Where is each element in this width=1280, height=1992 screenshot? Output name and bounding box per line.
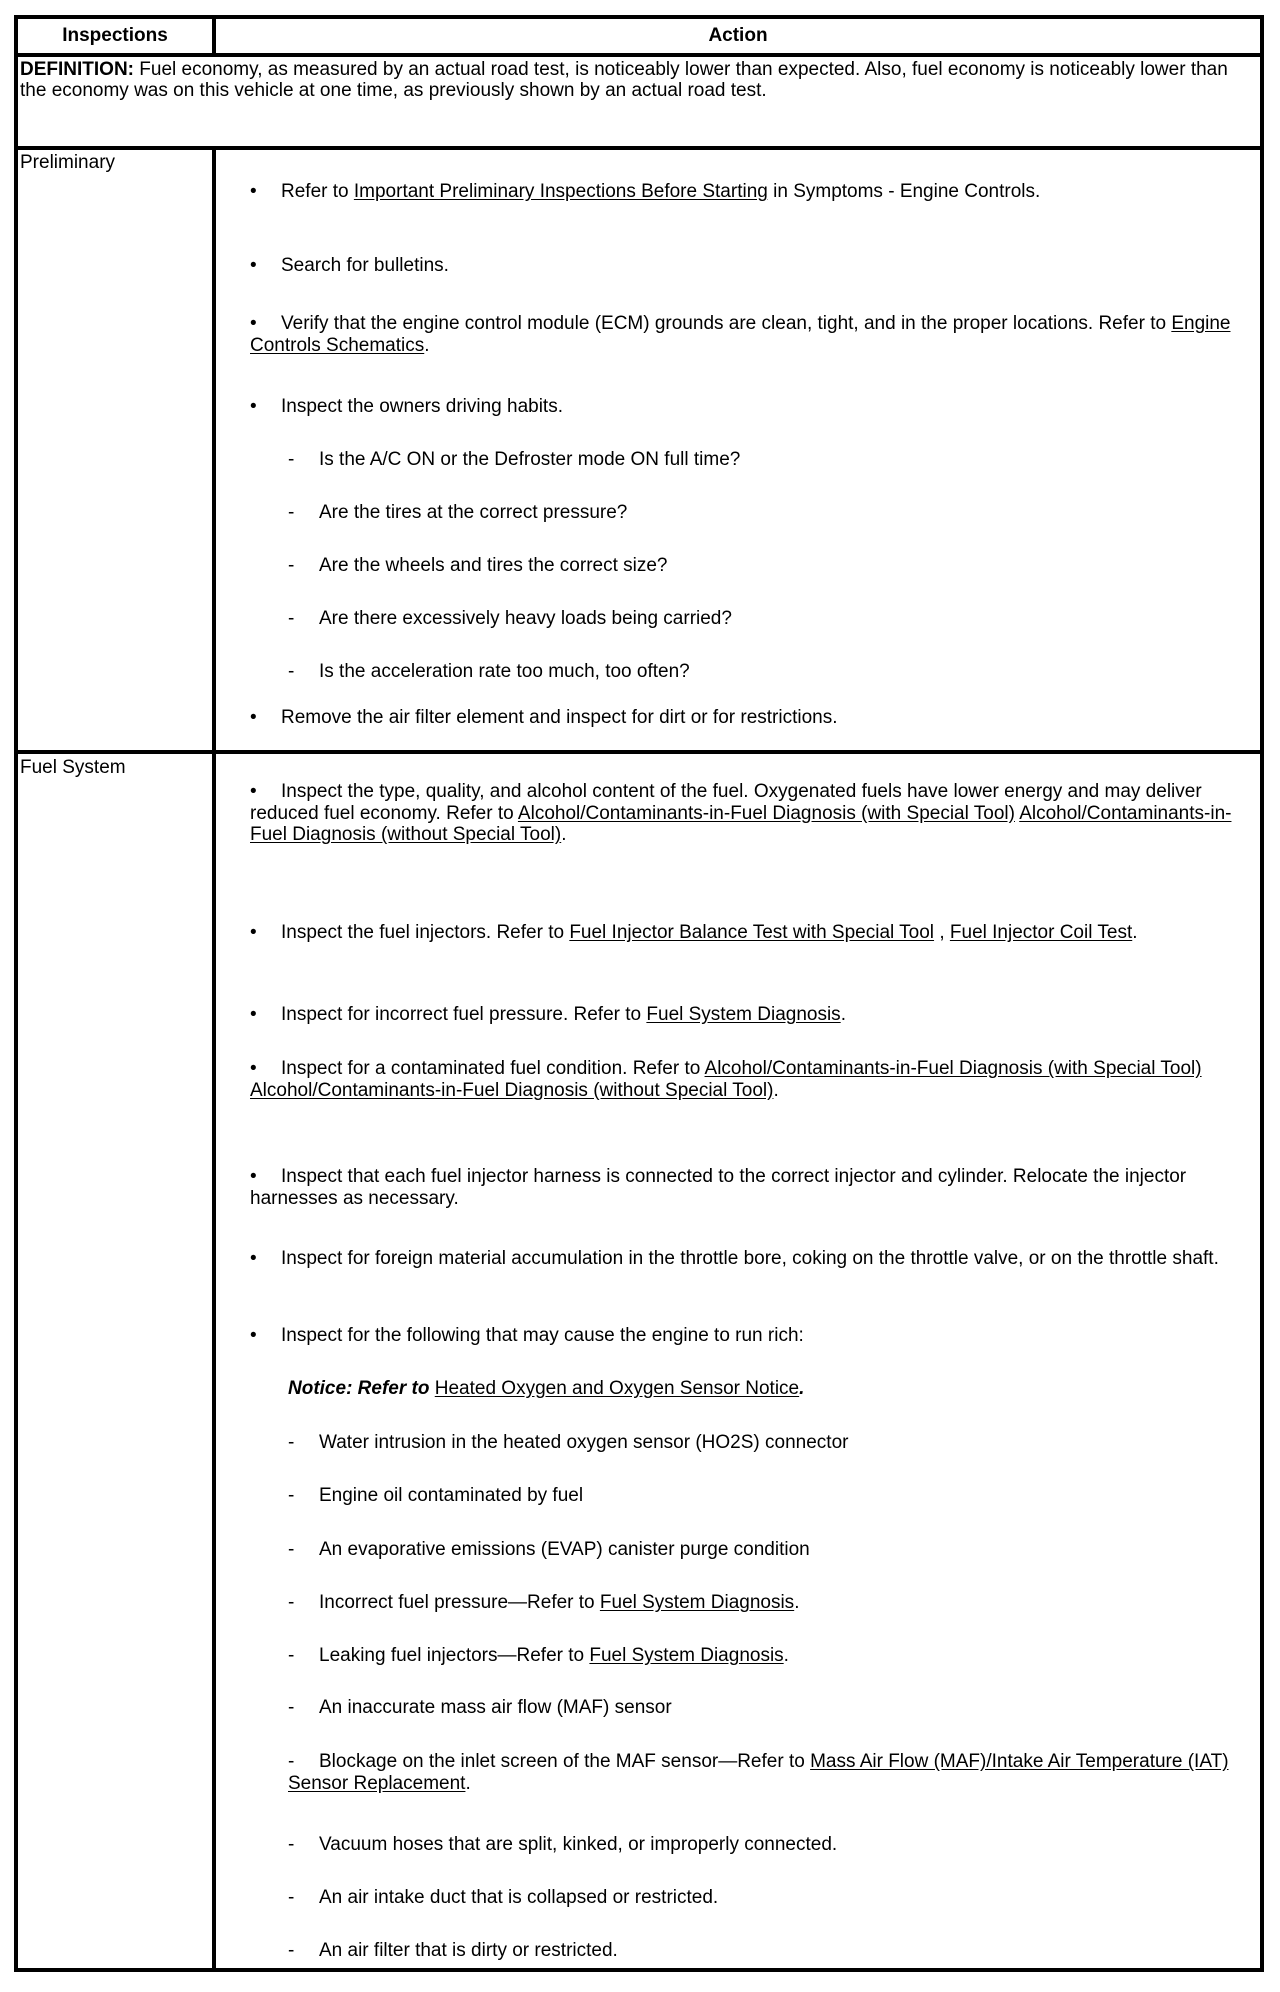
sub-list-item: - Incorrect fuel pressure—Refer to Fuel System Diagnosis. — [288, 1592, 800, 1613]
header-action: Action — [708, 25, 768, 46]
list-item: • Verify that the engine control module (ECM) grounds are clean, tight, and in the proper locations. Refer to Engine Controls Schematics. — [250, 313, 1231, 356]
sub-list-item: - Vacuum hoses that are split, kinked, or improperly connected. — [288, 1834, 838, 1855]
bullet-icon: • — [250, 922, 257, 943]
bullet-icon: • — [250, 1058, 257, 1079]
list-item: • Inspect for a contaminated fuel condition. Refer to Alcohol/Contaminants-in-Fuel Diagnosis (with Special Tool) Alcohol/Contaminants-in-Fuel Diagnosis (without Special Tool). — [250, 1058, 1202, 1101]
sub-list-item: - An inaccurate mass air flow (MAF) sensor — [288, 1697, 672, 1718]
link-engine-controls-schematics[interactable]: Engine Controls Schematics — [250, 313, 1231, 356]
label-fuel-system: Fuel System — [20, 757, 126, 778]
definition-label: DEFINITION: — [20, 59, 134, 80]
bullet-icon: • — [250, 707, 257, 728]
link-alcohol-diagnosis-with-tool[interactable]: Alcohol/Contaminants-in-Fuel Diagnosis (with Special Tool) — [704, 1058, 1202, 1079]
list-item: • Inspect that each fuel injector harness is connected to the correct injector and cylinder. Relocate the injector harnesses as necessary. — [250, 1166, 1187, 1209]
column-divider — [212, 146, 216, 1968]
dash-icon: - — [288, 555, 295, 576]
list-item: • Remove the air filter element and inspect for dirt or for restrictions. — [250, 707, 838, 728]
dash-icon: - — [288, 502, 295, 523]
link-fuel-system-diagnosis[interactable]: Fuel System Diagnosis — [599, 1592, 795, 1613]
dash-icon: - — [288, 661, 295, 682]
dash-icon: - — [288, 1751, 295, 1772]
list-item: • Inspect the fuel injectors. Refer to Fuel Injector Balance Test with Special Tool , Fuel Injector Coil Test. — [250, 922, 1138, 943]
list-item: • Inspect for foreign material accumulation in the throttle bore, coking on the throttle valve, or on the throttle shaft. — [250, 1248, 1219, 1269]
list-item: • Search for bulletins. — [250, 255, 449, 276]
dash-icon: - — [288, 1485, 295, 1506]
dash-icon: - — [288, 1645, 295, 1666]
link-maf-iat-sensor-replacement[interactable]: Mass Air Flow (MAF)/Intake Air Temperature (IAT) Sensor Replacement — [288, 1751, 1229, 1794]
bullet-icon: • — [250, 1004, 257, 1025]
bullet-icon: • — [250, 313, 257, 334]
link-fuel-injector-coil-test[interactable]: Fuel Injector Coil Test — [949, 922, 1133, 943]
dash-icon: - — [288, 1887, 295, 1908]
column-divider — [212, 19, 216, 53]
sub-list-item: - Engine oil contaminated by fuel — [288, 1485, 584, 1506]
bullet-icon: • — [250, 255, 257, 276]
dash-icon: - — [288, 1539, 295, 1560]
sub-list-item: - Are the tires at the correct pressure? — [288, 502, 628, 523]
list-item: • Inspect the owners driving habits. — [250, 396, 563, 417]
bullet-icon: • — [250, 781, 257, 802]
list-item: • Inspect the type, quality, and alcohol content of the fuel. Oxygenated fuels have lower energy and may deliver reduced fuel economy. Refer to Alcohol/Contaminants-in-Fuel Diagnosis (with Special Tool) Alcohol/Contaminants-in-Fuel Diagnosis (without Special Tool). — [250, 781, 1232, 845]
sub-list-item: - Water intrusion in the heated oxygen sensor (HO2S) connector — [288, 1432, 849, 1453]
link-alcohol-diagnosis-without-tool[interactable]: Alcohol/Contaminants-in-Fuel Diagnosis (without Special Tool) — [250, 1079, 774, 1101]
bullet-icon: • — [250, 1325, 257, 1346]
diagnostic-table — [14, 15, 1264, 1972]
header-inspections: Inspections — [62, 25, 168, 46]
sub-list-item: - Are there excessively heavy loads being carried? — [288, 608, 732, 629]
dash-icon: - — [288, 1432, 295, 1453]
bullet-icon: • — [250, 1166, 257, 1187]
notice: Notice: Refer to Heated Oxygen and Oxygen Sensor Notice. — [288, 1378, 805, 1399]
link-important-preliminary-inspections[interactable]: Important Preliminary Inspections Before Starting — [353, 181, 768, 202]
link-heated-oxygen-sensor-notice[interactable]: Heated Oxygen and Oxygen Sensor Notice — [434, 1378, 800, 1399]
sub-list-item: - Is the A/C ON or the Defroster mode ON full time? — [288, 449, 741, 470]
definition-row — [20, 59, 1256, 101]
row-divider — [18, 750, 1260, 754]
sub-list-item: - Is the acceleration rate too much, too often? — [288, 661, 690, 682]
list-item: • Inspect for the following that may cause the engine to run rich: — [250, 1325, 804, 1346]
notice-label: Notice: Refer to — [288, 1378, 430, 1399]
dash-icon: - — [288, 449, 295, 470]
sub-list-item: - Leaking fuel injectors—Refer to Fuel System Diagnosis. — [288, 1645, 789, 1666]
list-item: • Refer to Important Preliminary Inspections Before Starting in Symptoms - Engine Controls. — [250, 181, 1041, 202]
bullet-icon: • — [250, 396, 257, 417]
link-fuel-injector-balance-test[interactable]: Fuel Injector Balance Test with Special Tool — [569, 922, 935, 943]
link-alcohol-diagnosis-with-tool[interactable]: Alcohol/Contaminants-in-Fuel Diagnosis (with Special Tool) — [517, 802, 1015, 824]
link-fuel-system-diagnosis[interactable]: Fuel System Diagnosis — [646, 1004, 841, 1025]
row-divider — [18, 53, 1260, 57]
bullet-icon: • — [250, 1248, 257, 1269]
definition-text: Fuel economy, as measured by an actual road test, is noticeably lower than expected. Also, fuel economy is noticeably lower than the economy was on this vehicle at one time, as previously shown by an actual road test. — [20, 59, 1228, 101]
list-item: • Inspect for incorrect fuel pressure. Refer to Fuel System Diagnosis. — [250, 1004, 846, 1025]
sub-list-item: - An air intake duct that is collapsed or restricted. — [288, 1887, 719, 1908]
dash-icon: - — [288, 1940, 295, 1961]
sub-list-item: - Are the wheels and tires the correct size? — [288, 555, 668, 576]
dash-icon: - — [288, 608, 295, 629]
dash-icon: - — [288, 1834, 295, 1855]
sub-list-item: - An evaporative emissions (EVAP) canister purge condition — [288, 1539, 810, 1560]
dash-icon: - — [288, 1697, 295, 1718]
sub-list-item: - An air filter that is dirty or restricted. — [288, 1940, 618, 1961]
row-divider — [18, 146, 1260, 150]
label-preliminary: Preliminary — [20, 152, 116, 173]
dash-icon: - — [288, 1592, 295, 1613]
bullet-icon: • — [250, 181, 257, 202]
link-fuel-system-diagnosis[interactable]: Fuel System Diagnosis — [589, 1645, 784, 1666]
sub-list-item: - Blockage on the inlet screen of the MAF sensor—Refer to Mass Air Flow (MAF)/Intake Air Temperature (IAT) Sensor Replacement. — [288, 1751, 1229, 1794]
link-alcohol-diagnosis-without-tool[interactable]: Alcohol/Contaminants-in-Fuel Diagnosis (without Special Tool) — [250, 802, 1232, 845]
